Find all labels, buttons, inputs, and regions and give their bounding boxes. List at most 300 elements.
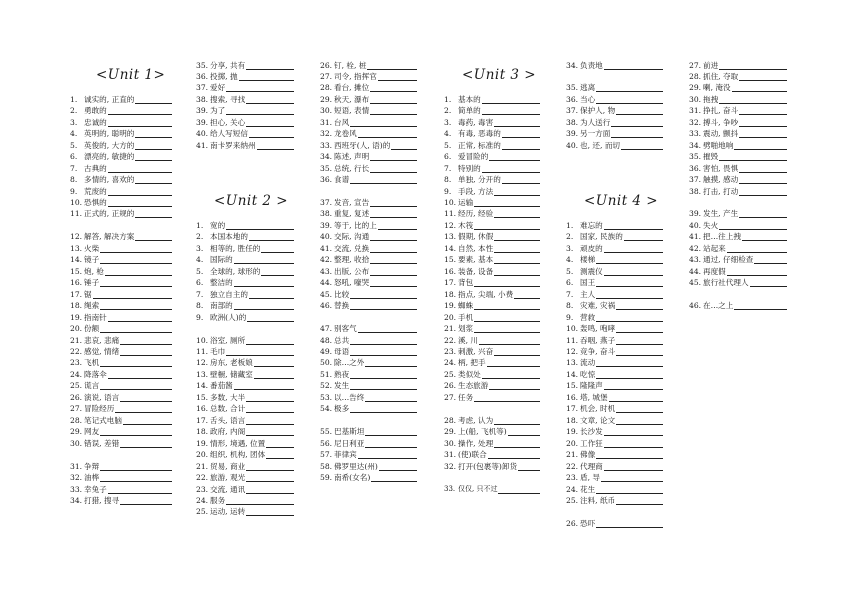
vocab-item xyxy=(444,393,540,402)
item-text: 独立自主的 xyxy=(210,289,248,299)
answer-blank[interactable] xyxy=(616,325,663,333)
vocab-item xyxy=(444,198,540,207)
answer-blank[interactable] xyxy=(732,84,787,92)
answer-blank[interactable] xyxy=(474,314,540,322)
item-text: 基本的 xyxy=(458,94,481,104)
answer-blank[interactable] xyxy=(100,245,172,253)
answer-blank[interactable] xyxy=(246,417,294,425)
vocab-item xyxy=(70,152,172,161)
answer-blank[interactable] xyxy=(596,256,663,264)
answer-blank[interactable] xyxy=(616,405,663,413)
answer-blank[interactable] xyxy=(100,359,172,367)
item-text: 熟夜 xyxy=(334,369,350,379)
answer-blank[interactable] xyxy=(494,348,540,356)
answer-blank[interactable] xyxy=(378,73,417,81)
answer-blank[interactable] xyxy=(494,256,540,264)
item-text: 司令, 指挥官 xyxy=(334,71,377,81)
answer-blank[interactable] xyxy=(249,233,294,241)
answer-blank[interactable] xyxy=(739,107,787,115)
answer-blank[interactable] xyxy=(719,222,787,230)
answer-blank[interactable] xyxy=(100,279,172,287)
answer-blank[interactable] xyxy=(350,337,417,345)
answer-blank[interactable] xyxy=(120,348,172,356)
answer-blank[interactable] xyxy=(246,394,294,402)
answer-blank[interactable] xyxy=(239,73,294,81)
item-number: 28. xyxy=(444,415,457,425)
answer-blank[interactable] xyxy=(266,451,294,459)
answer-blank[interactable] xyxy=(226,348,294,356)
answer-blank[interactable] xyxy=(135,130,172,138)
answer-blank[interactable] xyxy=(135,210,172,218)
answer-blank[interactable] xyxy=(494,440,540,448)
vocab-item xyxy=(70,427,172,436)
answer-blank[interactable] xyxy=(494,210,540,218)
answer-blank[interactable] xyxy=(370,279,417,287)
item-text: 毛巾 xyxy=(210,347,226,356)
vocab-item xyxy=(444,347,540,356)
item-text: 打开(包裹等)卸货 xyxy=(458,461,518,471)
answer-blank[interactable] xyxy=(508,428,540,436)
answer-blank[interactable] xyxy=(115,405,172,413)
vocab-item xyxy=(320,393,417,402)
answer-blank[interactable] xyxy=(370,233,417,241)
answer-blank[interactable] xyxy=(350,348,417,356)
answer-blank[interactable] xyxy=(234,382,294,390)
answer-blank[interactable] xyxy=(247,314,294,322)
item-text: 悲哀, 悲痛 xyxy=(84,335,120,345)
vocab-item xyxy=(566,381,663,390)
answer-blank[interactable] xyxy=(370,165,417,173)
answer-blank[interactable] xyxy=(604,428,663,436)
answer-blank[interactable] xyxy=(596,314,663,322)
vocab-item xyxy=(566,95,663,104)
answer-blank[interactable] xyxy=(100,325,172,333)
answer-blank[interactable] xyxy=(350,119,417,127)
vocab-item xyxy=(444,152,540,161)
answer-blank[interactable] xyxy=(108,199,172,207)
item-number: 32. xyxy=(444,461,457,471)
answer-blank[interactable] xyxy=(120,394,172,402)
item-number: 1. xyxy=(70,94,78,104)
item-text: 单独, 分开的 xyxy=(458,175,501,185)
vocab-item xyxy=(444,381,540,390)
answer-blank[interactable] xyxy=(487,359,540,367)
answer-blank[interactable] xyxy=(727,245,787,253)
item-text: 要素, 基本 xyxy=(458,255,494,265)
answer-blank[interactable] xyxy=(739,165,787,173)
answer-blank[interactable] xyxy=(371,474,417,482)
answer-blank[interactable] xyxy=(108,119,172,127)
item-number: 16. xyxy=(566,392,579,402)
answer-blank[interactable] xyxy=(93,291,172,299)
answer-blank[interactable] xyxy=(474,279,540,287)
vocab-item xyxy=(689,72,787,81)
vocab-item xyxy=(70,358,172,367)
answer-blank[interactable] xyxy=(370,210,417,218)
answer-blank[interactable] xyxy=(135,153,172,161)
item-text: 另一方面 xyxy=(580,129,611,139)
item-number: 14. xyxy=(566,369,579,379)
vocab-item xyxy=(70,95,172,104)
answer-blank[interactable] xyxy=(370,153,417,161)
answer-blank[interactable] xyxy=(604,382,663,390)
answer-blank[interactable] xyxy=(616,337,663,345)
answer-blank[interactable] xyxy=(108,188,172,196)
item-number: 3. xyxy=(566,243,574,253)
answer-blank[interactable] xyxy=(350,302,417,310)
answer-blank[interactable] xyxy=(734,302,787,310)
answer-blank[interactable] xyxy=(365,359,417,367)
answer-blank[interactable] xyxy=(266,440,294,448)
vocab-item xyxy=(320,301,417,310)
answer-blank[interactable] xyxy=(370,268,417,276)
item-number: 18. xyxy=(566,415,579,425)
vocab-item xyxy=(320,358,417,367)
answer-blank[interactable] xyxy=(234,279,294,287)
answer-blank[interactable] xyxy=(502,176,540,184)
item-text: 灾难, 灾祸 xyxy=(580,301,616,311)
item-number: 28. xyxy=(70,415,83,425)
answer-blank[interactable] xyxy=(226,497,294,505)
answer-blank[interactable] xyxy=(108,486,172,494)
answer-blank[interactable] xyxy=(489,153,540,161)
item-text: 特别的 xyxy=(458,163,481,173)
unit-heading: <Unit 4 > xyxy=(584,193,659,210)
item-number: 40. xyxy=(320,232,333,242)
answer-blank[interactable] xyxy=(100,474,172,482)
answer-blank[interactable] xyxy=(249,291,294,299)
answer-blank[interactable] xyxy=(100,463,172,471)
answer-blank[interactable] xyxy=(108,314,172,322)
answer-blank[interactable] xyxy=(494,188,540,196)
answer-blank[interactable] xyxy=(379,463,417,471)
answer-blank[interactable] xyxy=(596,359,663,367)
answer-blank[interactable] xyxy=(246,508,294,516)
answer-blank[interactable] xyxy=(604,222,663,230)
answer-blank[interactable] xyxy=(246,337,294,345)
answer-blank[interactable] xyxy=(370,107,417,115)
answer-blank[interactable] xyxy=(135,233,172,241)
vocab-item xyxy=(566,393,663,402)
answer-blank[interactable] xyxy=(494,233,540,241)
answer-blank[interactable] xyxy=(739,130,787,138)
answer-blank[interactable] xyxy=(135,176,172,184)
answer-blank[interactable] xyxy=(739,188,787,196)
vocab-item xyxy=(566,244,663,253)
item-text: 多数, 大半 xyxy=(210,392,246,402)
item-text: 假期, 休假 xyxy=(458,232,494,242)
vocab-item xyxy=(320,209,417,218)
answer-blank[interactable] xyxy=(365,428,417,436)
answer-blank[interactable] xyxy=(482,107,540,115)
item-text: 有毒, 恶毒的 xyxy=(458,129,501,139)
answer-blank[interactable] xyxy=(734,142,787,150)
vocab-item xyxy=(196,381,294,390)
item-number: 6. xyxy=(70,152,78,162)
answer-blank[interactable] xyxy=(742,233,787,241)
item-number: 19. xyxy=(70,312,83,322)
answer-blank[interactable] xyxy=(365,394,417,402)
answer-blank[interactable] xyxy=(604,440,663,448)
answer-blank[interactable] xyxy=(754,256,787,264)
item-text: 浴室, 厕所 xyxy=(210,335,246,345)
answer-blank[interactable] xyxy=(120,497,172,505)
item-number: 11. xyxy=(70,209,83,219)
answer-blank[interactable] xyxy=(378,222,417,230)
answer-blank[interactable] xyxy=(494,119,540,127)
item-number: 22. xyxy=(444,335,457,345)
unit-heading: <Unit 1> xyxy=(96,66,166,83)
answer-blank[interactable] xyxy=(616,302,663,310)
answer-blank[interactable] xyxy=(226,222,294,230)
item-text: 舌头, 语言 xyxy=(210,415,246,425)
answer-blank[interactable] xyxy=(370,256,417,264)
vocab-item xyxy=(566,221,663,230)
answer-blank[interactable] xyxy=(719,153,787,161)
item-number: 35. xyxy=(320,163,333,173)
answer-blank[interactable] xyxy=(616,497,663,505)
item-number: 12. xyxy=(444,220,457,230)
answer-blank[interactable] xyxy=(596,96,663,104)
answer-blank[interactable] xyxy=(498,486,540,494)
item-number: 18. xyxy=(196,427,209,437)
answer-blank[interactable] xyxy=(616,348,663,356)
answer-blank[interactable] xyxy=(727,268,787,276)
answer-blank[interactable] xyxy=(479,337,540,345)
vocab-item xyxy=(196,462,294,471)
item-text: 宽的 xyxy=(210,220,226,230)
item-text: 文章, 论文 xyxy=(580,415,616,425)
item-text: 隆隆声 xyxy=(580,381,603,391)
answer-blank[interactable] xyxy=(488,451,540,459)
answer-blank[interactable] xyxy=(739,119,787,127)
answer-blank[interactable] xyxy=(616,107,663,115)
answer-blank[interactable] xyxy=(494,417,540,425)
answer-blank[interactable] xyxy=(621,142,663,150)
item-number: 7. xyxy=(196,289,204,299)
answer-blank[interactable] xyxy=(135,142,172,150)
answer-blank[interactable] xyxy=(350,371,417,379)
item-text: 整洁的 xyxy=(210,278,233,288)
vocab-item xyxy=(444,232,540,241)
answer-blank[interactable] xyxy=(100,382,172,390)
answer-blank[interactable] xyxy=(474,302,540,310)
vocab-item xyxy=(70,404,172,413)
vocab-item xyxy=(444,175,540,184)
vocab-item xyxy=(689,83,787,92)
answer-blank[interactable] xyxy=(234,256,294,264)
vocab-item xyxy=(444,267,540,276)
answer-blank[interactable] xyxy=(257,142,294,150)
answer-blank[interactable] xyxy=(494,245,540,253)
item-number: 26. xyxy=(70,392,83,402)
answer-blank[interactable] xyxy=(596,279,663,287)
answer-blank[interactable] xyxy=(611,119,663,127)
answer-blank[interactable] xyxy=(254,371,294,379)
vocab-item xyxy=(70,209,172,218)
vocab-item xyxy=(70,232,172,241)
item-text: 负责地 xyxy=(580,60,603,70)
answer-blank[interactable] xyxy=(739,176,787,184)
vocab-item xyxy=(320,221,417,230)
answer-blank[interactable] xyxy=(261,268,294,276)
answer-blank[interactable] xyxy=(246,486,294,494)
vocab-item xyxy=(70,255,172,264)
answer-blank[interactable] xyxy=(246,119,294,127)
answer-blank[interactable] xyxy=(739,73,787,81)
item-number: 8. xyxy=(444,175,452,185)
answer-blank[interactable] xyxy=(135,96,172,104)
item-number: 30. xyxy=(444,438,457,448)
answer-blank[interactable] xyxy=(249,130,294,138)
item-number: 27. xyxy=(689,60,702,70)
item-text: 交流, 通讯 xyxy=(210,484,246,494)
answer-blank[interactable] xyxy=(100,428,172,436)
item-text: 全球的, 球形的 xyxy=(210,266,261,276)
answer-blank[interactable] xyxy=(108,371,172,379)
item-text: 相等的, 胜任的 xyxy=(210,243,261,253)
answer-blank[interactable] xyxy=(604,245,663,253)
item-text: 流动 xyxy=(580,358,596,368)
item-text: 刺激, 兴奋 xyxy=(458,347,494,356)
vocab-item xyxy=(566,61,663,70)
answer-blank[interactable] xyxy=(365,440,417,448)
answer-blank[interactable] xyxy=(246,405,294,413)
answer-blank[interactable] xyxy=(246,96,294,104)
item-number: 4. xyxy=(444,129,452,139)
answer-blank[interactable] xyxy=(108,165,172,173)
answer-blank[interactable] xyxy=(474,325,540,333)
answer-blank[interactable] xyxy=(108,107,172,115)
answer-blank[interactable] xyxy=(254,359,294,367)
answer-blank[interactable] xyxy=(367,62,417,70)
item-text: 总共 xyxy=(334,335,350,345)
vocab-item xyxy=(689,209,787,218)
answer-blank[interactable] xyxy=(370,199,417,207)
item-text: 政府, 内阁 xyxy=(210,427,246,437)
answer-blank[interactable] xyxy=(261,245,294,253)
answer-blank[interactable] xyxy=(502,142,540,150)
answer-blank[interactable] xyxy=(596,486,663,494)
answer-blank[interactable] xyxy=(482,371,540,379)
item-text: 总统, 行长 xyxy=(334,163,370,173)
answer-blank[interactable] xyxy=(739,210,787,218)
item-text: 竞争, 奋斗 xyxy=(580,347,616,356)
answer-blank[interactable] xyxy=(596,291,663,299)
vocab-item xyxy=(70,106,172,115)
item-number: 39. xyxy=(196,117,209,127)
answer-blank[interactable] xyxy=(120,337,172,345)
answer-blank[interactable] xyxy=(350,382,417,390)
answer-blank[interactable] xyxy=(596,371,663,379)
answer-blank[interactable] xyxy=(100,256,172,264)
answer-blank[interactable] xyxy=(514,291,540,299)
item-number: 15. xyxy=(444,255,457,265)
answer-blank[interactable] xyxy=(358,130,417,138)
answer-blank[interactable] xyxy=(604,268,663,276)
answer-blank[interactable] xyxy=(482,96,540,104)
answer-blank[interactable] xyxy=(482,165,540,173)
answer-blank[interactable] xyxy=(596,451,663,459)
answer-blank[interactable] xyxy=(596,520,663,528)
item-text: 整理, 收拾 xyxy=(334,255,370,265)
answer-blank[interactable] xyxy=(474,199,540,207)
answer-blank[interactable] xyxy=(350,405,417,413)
answer-blank[interactable] xyxy=(518,463,540,471)
answer-blank[interactable] xyxy=(358,325,417,333)
answer-blank[interactable] xyxy=(474,394,540,402)
unit-heading: <Unit 2 > xyxy=(214,193,289,210)
vocab-item xyxy=(689,118,787,127)
answer-blank[interactable] xyxy=(494,268,540,276)
answer-blank[interactable] xyxy=(358,451,417,459)
answer-blank[interactable] xyxy=(596,84,663,92)
item-number: 24. xyxy=(566,484,579,494)
answer-blank[interactable] xyxy=(391,142,417,150)
vocab-item xyxy=(320,336,417,345)
answer-blank[interactable] xyxy=(719,96,787,104)
answer-blank[interactable] xyxy=(601,474,663,482)
answer-blank[interactable] xyxy=(100,302,172,310)
answer-blank[interactable] xyxy=(611,130,663,138)
answer-blank[interactable] xyxy=(604,463,663,471)
answer-blank[interactable] xyxy=(624,233,663,241)
answer-blank[interactable] xyxy=(246,428,294,436)
item-number: 6. xyxy=(444,152,452,162)
answer-blank[interactable] xyxy=(370,84,417,92)
item-text: 食谱 xyxy=(334,175,350,185)
answer-blank[interactable] xyxy=(350,291,417,299)
answer-blank[interactable] xyxy=(604,62,663,70)
answer-blank[interactable] xyxy=(489,382,540,390)
answer-blank[interactable] xyxy=(105,268,172,276)
answer-blank[interactable] xyxy=(616,417,663,425)
answer-blank[interactable] xyxy=(609,394,663,402)
item-number: 28. xyxy=(689,71,702,81)
item-text: 打猎, 搜寻 xyxy=(84,495,120,505)
item-number: 12. xyxy=(70,232,83,242)
item-text: 指点, 尖端, 小费 xyxy=(458,289,514,299)
vocab-item xyxy=(196,267,294,276)
answer-blank[interactable] xyxy=(123,417,172,425)
vocab-item xyxy=(320,290,417,299)
answer-blank[interactable] xyxy=(120,440,172,448)
item-text: 总数, 合计 xyxy=(210,404,246,414)
answer-blank[interactable] xyxy=(474,222,540,230)
item-text: 恐惧的 xyxy=(84,198,107,208)
item-text: 贸易, 商业 xyxy=(210,461,246,471)
answer-blank[interactable] xyxy=(502,130,540,138)
answer-blank[interactable] xyxy=(234,302,294,310)
answer-blank[interactable] xyxy=(350,176,417,184)
answer-blank[interactable] xyxy=(226,84,294,92)
answer-blank[interactable] xyxy=(370,96,417,104)
item-number: 1. xyxy=(444,94,452,104)
item-number: 5. xyxy=(566,266,574,276)
answer-blank[interactable] xyxy=(246,474,294,482)
answer-blank[interactable] xyxy=(750,279,787,287)
answer-blank[interactable] xyxy=(370,245,417,253)
item-text: 服务 xyxy=(210,495,226,505)
item-text: 秋天, 瀑布 xyxy=(334,94,370,104)
answer-blank[interactable] xyxy=(719,62,787,70)
vocab-item xyxy=(196,393,294,402)
answer-blank[interactable] xyxy=(246,62,294,70)
vocab-item xyxy=(566,519,663,528)
vocab-item xyxy=(444,118,540,127)
answer-blank[interactable] xyxy=(246,463,294,471)
answer-blank[interactable] xyxy=(226,107,294,115)
